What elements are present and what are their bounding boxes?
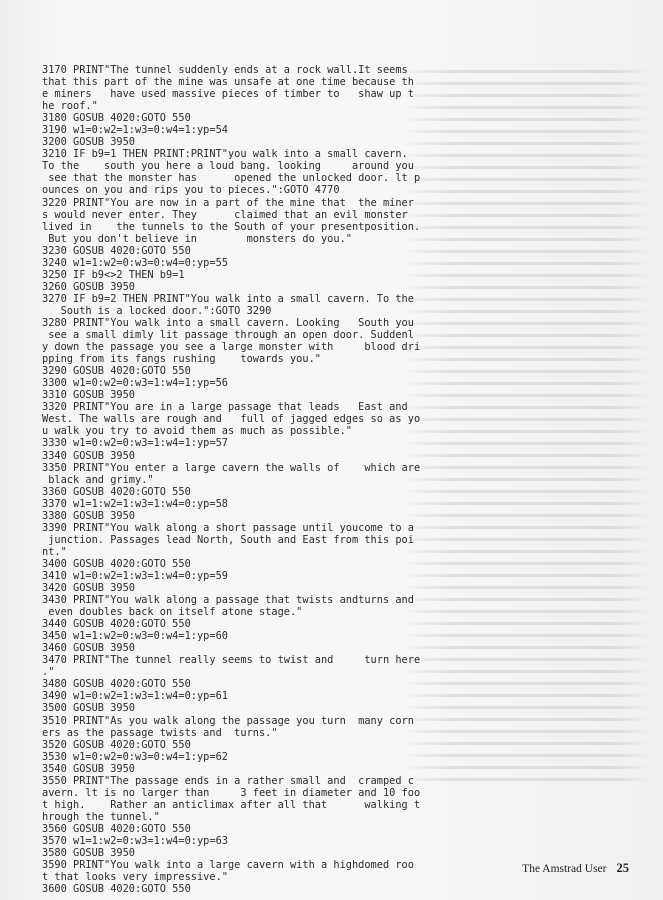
listing-line: 3520 GOSUB 4020:GOTO 550 xyxy=(42,738,191,751)
listing-line: see a small dimly lit passage through an open door. Suddenl xyxy=(42,329,414,342)
listing-line: black and grimy." xyxy=(42,473,154,486)
listing-line: 3530 w1=0:w2=0:w3=0:w4=1:yp=62 xyxy=(42,750,228,763)
listing-line: 3310 GOSUB 3950 xyxy=(42,389,135,402)
listing-line: 3550 PRINT"The passage ends in a rather small and cramped c xyxy=(42,774,414,787)
listing-line: 3430 PRINT"You walk along a passage that twists andturns and xyxy=(42,594,414,607)
listing-line: 3210 IF b9=1 THEN PRINT:PRINT"you walk into a small cavern. xyxy=(42,148,408,161)
listing-line: 3370 w1=1:w2=1:w3=1:w4=0:yp=58 xyxy=(42,497,228,510)
listing-line: 3440 GOSUB 4020:GOTO 550 xyxy=(42,618,191,631)
listing-line: To the south you here a loud bang. looking around you xyxy=(42,160,414,173)
listing-line: 3540 GOSUB 3950 xyxy=(42,762,135,775)
listing-line: 3240 w1=1:w2=0:w3=0:w4=0:yp=55 xyxy=(42,256,228,269)
listing-line: he roof." xyxy=(42,100,98,113)
listing-line: 3360 GOSUB 4020:GOTO 550 xyxy=(42,485,191,498)
listing-line: 3420 GOSUB 3950 xyxy=(42,582,135,595)
listing-line: junction. Passages lead North, South and East from this poi xyxy=(42,533,414,546)
basic-program-listing xyxy=(42,64,627,895)
listing-line: 3460 GOSUB 3950 xyxy=(42,642,135,655)
listing-line: 3180 GOSUB 4020:GOTO 550 xyxy=(42,112,191,125)
listing-line: 3300 w1=0:w2=0:w3=1:w4=1:yp=56 xyxy=(42,377,228,390)
listing-line: e miners have used massive pieces of timber to shaw up t xyxy=(42,88,414,101)
listing-line: 3500 GOSUB 3950 xyxy=(42,702,135,715)
listing-line: 3600 GOSUB 4020:GOTO 550 xyxy=(42,883,191,896)
listing-line: 3220 PRINT"You are now in a part of the mine that the miner xyxy=(42,196,414,209)
listing-line: 3410 w1=0:w2=1:w3=1:w4=0:yp=59 xyxy=(42,569,228,582)
listing-line: t high. Rather an anticlimax after all that walking t xyxy=(42,798,421,811)
listing-line: 3230 GOSUB 4020:GOTO 550 xyxy=(42,244,191,257)
listing-line: West. The walls are rough and full of jagged edges so as yo xyxy=(42,413,421,426)
listing-line: 3250 IF b9<>2 THEN b9=1 xyxy=(42,268,185,281)
listing-line: even doubles back on itself atone stage." xyxy=(42,606,303,619)
listing-line: 3380 GOSUB 3950 xyxy=(42,509,135,522)
listing-line: 3580 GOSUB 3950 xyxy=(42,847,135,860)
listing-line: South is a locked door.":GOTO 3290 xyxy=(42,304,272,317)
listing-line: 3350 PRINT"You enter a large cavern the walls of which are xyxy=(42,461,421,474)
listing-line: 3290 GOSUB 4020:GOTO 550 xyxy=(42,365,191,378)
listing-line: u walk you try to avoid them as much as possible." xyxy=(42,425,352,438)
listing-line: 3510 PRINT"As you walk along the passage you turn many corn xyxy=(42,714,414,727)
listing-line: lived in the tunnels to the South of your presentposition. xyxy=(42,220,421,233)
listing-line: 3190 w1=0:w2=1:w3=0:w4=1:yp=54 xyxy=(42,124,228,137)
listing-line: that this part of the mine was unsafe at one time because th xyxy=(42,76,414,89)
listing-line: ounces on you and rips you to pieces.":GOTO 4770 xyxy=(42,184,340,197)
listing-line: 3280 PRINT"You walk into a small cavern. Looking South you xyxy=(42,316,414,329)
listing-line: 3490 w1=0:w2=1:w3=1:w4=0:yp=61 xyxy=(42,690,228,703)
listing-line: 3400 GOSUB 4020:GOTO 550 xyxy=(42,557,191,570)
listing-line: see that the monster has opened the unlocked door. lt p xyxy=(42,172,421,185)
listing-line: avern. lt is no larger than 3 feet in diameter and 10 foo xyxy=(42,786,421,799)
magazine-name: The Amstrad User xyxy=(522,863,607,875)
listing-line: 3470 PRINT"The tunnel really seems to twist and turn here xyxy=(42,654,421,667)
listing-line: 3270 IF b9=2 THEN PRINT"You walk into a small cavern. To the xyxy=(42,292,414,305)
listing-line: ers as the passage twists and turns." xyxy=(42,726,278,739)
listing-line: hrough the tunnel." xyxy=(42,810,160,823)
listing-line: But you don't believe in monsters do you." xyxy=(42,232,352,245)
listing-line: 3590 PRINT"You walk into a large cavern with a highdomed roo xyxy=(42,859,414,872)
page-number: 25 xyxy=(616,861,629,875)
listing-line: 3390 PRINT"You walk along a short passage until youcome to a xyxy=(42,521,414,534)
listing-line: 3560 GOSUB 4020:GOTO 550 xyxy=(42,822,191,835)
listing-line: 3200 GOSUB 3950 xyxy=(42,136,135,149)
listing-line: y down the passage you see a large monster with blood dri xyxy=(42,341,421,354)
page-footer xyxy=(522,861,629,876)
listing-line: 3570 w1=1:w2=0:w3=1:w4=0:yp=63 xyxy=(42,835,228,847)
listing-line: s would never enter. They claimed that an evil monster xyxy=(42,208,408,221)
listing-line: ." xyxy=(42,666,55,679)
listing-line: nt." xyxy=(42,545,67,558)
listing-line: 3260 GOSUB 3950 xyxy=(42,280,135,293)
listing-line: 3320 PRINT"You are in a large passage that leads East and xyxy=(42,401,408,414)
listing-line: t that looks very impressive." xyxy=(42,871,228,884)
listing-line: 3170 PRINT"The tunnel suddenly ends at a rock wall.It seems xyxy=(42,64,408,76)
listing-line: 3330 w1=0:w2=0:w3=1:w4=1:yp=57 xyxy=(42,437,228,450)
listing-line: 3340 GOSUB 3950 xyxy=(42,449,135,462)
listing-line: 3450 w1=1:w2=0:w3=0:w4=1:yp=60 xyxy=(42,630,228,643)
listing-line: pping from its fangs rushing towards you." xyxy=(42,353,321,366)
listing-line: 3480 GOSUB 4020:GOTO 550 xyxy=(42,678,191,691)
